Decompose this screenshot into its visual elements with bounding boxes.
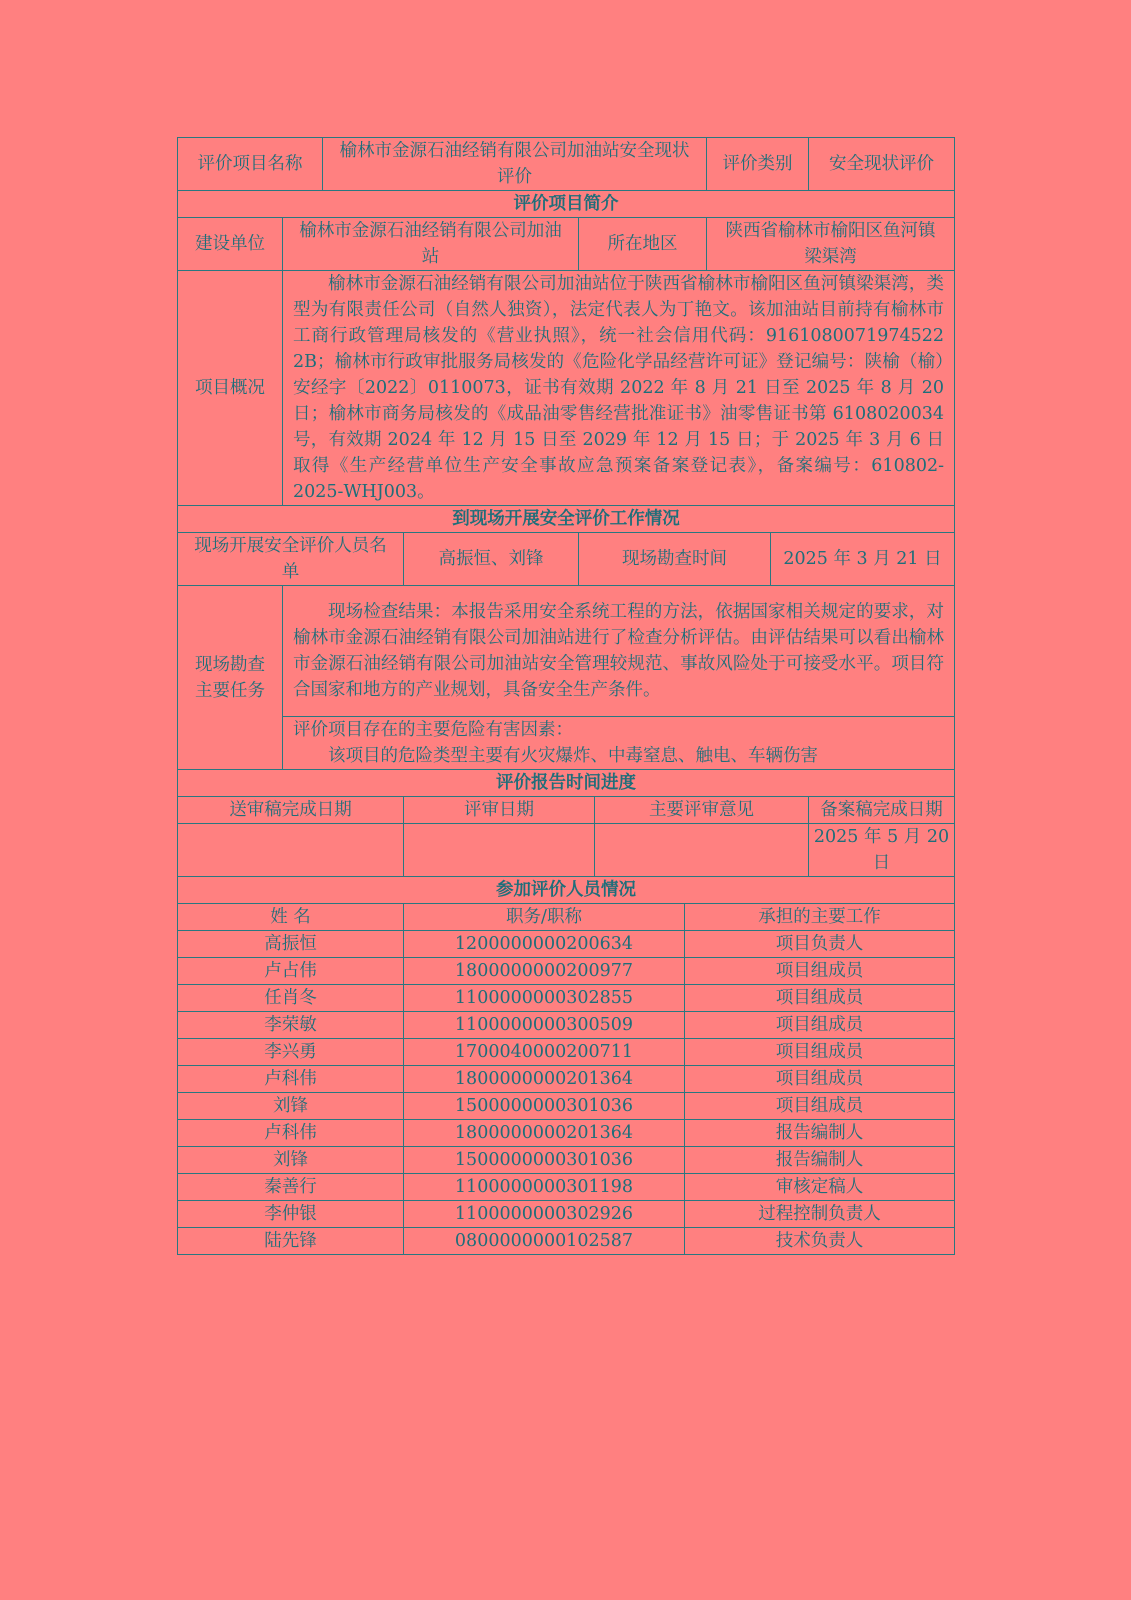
schedule-header: 评审日期 [404, 797, 595, 824]
personnel-row [178, 1147, 955, 1174]
schedule-header: 送审稿完成日期 [178, 797, 404, 824]
personnel-header: 职务/职称 [404, 904, 685, 931]
unit-label: 建设单位 [178, 218, 283, 271]
evaluation-info-table [177, 137, 955, 1255]
personnel-title-id: 1800000000201364 [404, 1120, 685, 1147]
personnel-role: 项目组成员 [685, 1012, 955, 1039]
personnel-row [178, 1012, 955, 1039]
personnel-row [178, 1174, 955, 1201]
site-staff-value: 高振恒、刘锋 [404, 533, 579, 586]
personnel-role: 项目组成员 [685, 1039, 955, 1066]
personnel-role: 项目组成员 [685, 1093, 955, 1120]
personnel-name: 秦善行 [178, 1174, 404, 1201]
hazard-title: 评价项目存在的主要危险有害因素： [293, 720, 573, 740]
personnel-title-id: 1800000000200977 [404, 958, 685, 985]
personnel-role: 项目负责人 [685, 931, 955, 958]
site-task-label: 现场勘查主要任务 [178, 586, 283, 770]
personnel-name: 卢科伟 [178, 1066, 404, 1093]
personnel-title-id: 1800000000201364 [404, 1066, 685, 1093]
site-time-label: 现场勘查时间 [579, 533, 771, 586]
schedule-header: 主要评审意见 [595, 797, 809, 824]
personnel-title-id: 1700040000200711 [404, 1039, 685, 1066]
section-title-intro: 评价项目简介 [178, 191, 955, 218]
personnel-name: 刘锋 [178, 1147, 404, 1174]
personnel-row [178, 985, 955, 1012]
site-staff-label: 现场开展安全评价人员名单 [178, 533, 404, 586]
personnel-name: 李兴勇 [178, 1039, 404, 1066]
hazard-text: 该项目的危险类型主要有火灾爆炸、中毒窒息、触电、车辆伤害 [328, 746, 818, 766]
personnel-title-id: 1200000000200634 [404, 931, 685, 958]
personnel-row [178, 1039, 955, 1066]
personnel-header: 承担的主要工作 [685, 904, 955, 931]
personnel-title-id: 1500000000301036 [404, 1093, 685, 1120]
personnel-role: 项目组成员 [685, 1066, 955, 1093]
personnel-role: 过程控制负责人 [685, 1201, 955, 1228]
personnel-row [178, 958, 955, 985]
site-result-text: 现场检查结果：本报告采用安全系统工程的方法，依据国家相关规定的要求，对榆林市金源石油经销有限公司加油站进行了检查分析评估。由评估结果可以看出榆林市金源石油经销有限公司加油站安全管理较规范、事故风险处于可接受水平。项目符合国家和地方的产业规划，具备安全生产条件。 [283, 586, 955, 717]
site-time-value: 2025 年 3 月 21 日 [771, 533, 955, 586]
category-value: 安全现状评价 [809, 138, 955, 191]
personnel-title-id: 1100000000302926 [404, 1201, 685, 1228]
personnel-role: 报告编制人 [685, 1120, 955, 1147]
personnel-role: 报告编制人 [685, 1147, 955, 1174]
overview-text: 榆林市金源石油经销有限公司加油站位于陕西省榆林市榆阳区鱼河镇梁渠湾，类型为有限责任公司（自然人独资），法定代表人为丁艳文。该加油站目前持有榆林市工商行政管理局核发的《营业执照》，统一社会信用代码：9161080071974522 2B；榆林市行政审批服务局核发的《危险化学品经营许可证》登记编号：陕榆（榆）安经字〔2022〕0110073，证书有效期 2022 年 8 月 21 日至 2025 年 8 月 20 日；榆林市商务局核发的《成品油零售经营批准证书》油零售证书第 6108020034 号，有效期 2024 年 12 月 15 日至 2029 年 12 月 15 日；于 2025 年 3 月 6 日取得《生产经营单位生产安全事故应急预案备案登记表》，备案编号：610802-2025-WHJ003。 [283, 271, 955, 506]
personnel-row [178, 931, 955, 958]
personnel-row [178, 1228, 955, 1255]
personnel-name: 刘锋 [178, 1093, 404, 1120]
hazard-cell [283, 717, 955, 770]
region-value: 陕西省榆林市榆阳区鱼河镇梁渠湾 [707, 218, 955, 271]
personnel-name: 卢科伟 [178, 1120, 404, 1147]
personnel-title-id: 1500000000301036 [404, 1147, 685, 1174]
project-name-value: 榆林市金源石油经销有限公司加油站安全现状评价 [323, 138, 707, 191]
personnel-row [178, 1093, 955, 1120]
personnel-rows [178, 931, 955, 1255]
personnel-title-id: 1100000000300509 [404, 1012, 685, 1039]
personnel-name: 李仲银 [178, 1201, 404, 1228]
personnel-role: 审核定稿人 [685, 1174, 955, 1201]
personnel-name: 李荣敏 [178, 1012, 404, 1039]
category-label: 评价类别 [707, 138, 809, 191]
personnel-title-id: 1100000000301198 [404, 1174, 685, 1201]
personnel-role: 项目组成员 [685, 985, 955, 1012]
personnel-name: 卢占伟 [178, 958, 404, 985]
schedule-value [595, 824, 809, 877]
schedule-value: 2025 年 5 月 20 日 [809, 824, 955, 877]
overview-label: 项目概况 [178, 271, 283, 506]
project-name-label: 评价项目名称 [178, 138, 323, 191]
personnel-role: 项目组成员 [685, 958, 955, 985]
personnel-row [178, 1201, 955, 1228]
section-title-site: 到现场开展安全评价工作情况 [178, 506, 955, 533]
personnel-name: 陆先锋 [178, 1228, 404, 1255]
schedule-header: 备案稿完成日期 [809, 797, 955, 824]
personnel-name: 高振恒 [178, 931, 404, 958]
schedule-value [404, 824, 595, 877]
personnel-name: 任肖冬 [178, 985, 404, 1012]
personnel-role: 技术负责人 [685, 1228, 955, 1255]
region-label: 所在地区 [579, 218, 707, 271]
personnel-title-id: 1100000000302855 [404, 985, 685, 1012]
section-title-personnel: 参加评价人员情况 [178, 877, 955, 904]
unit-value: 榆林市金源石油经销有限公司加油站 [283, 218, 579, 271]
personnel-title-id: 0800000000102587 [404, 1228, 685, 1255]
personnel-row [178, 1120, 955, 1147]
personnel-row [178, 1066, 955, 1093]
schedule-value [178, 824, 404, 877]
section-title-schedule: 评价报告时间进度 [178, 770, 955, 797]
personnel-header: 姓 名 [178, 904, 404, 931]
